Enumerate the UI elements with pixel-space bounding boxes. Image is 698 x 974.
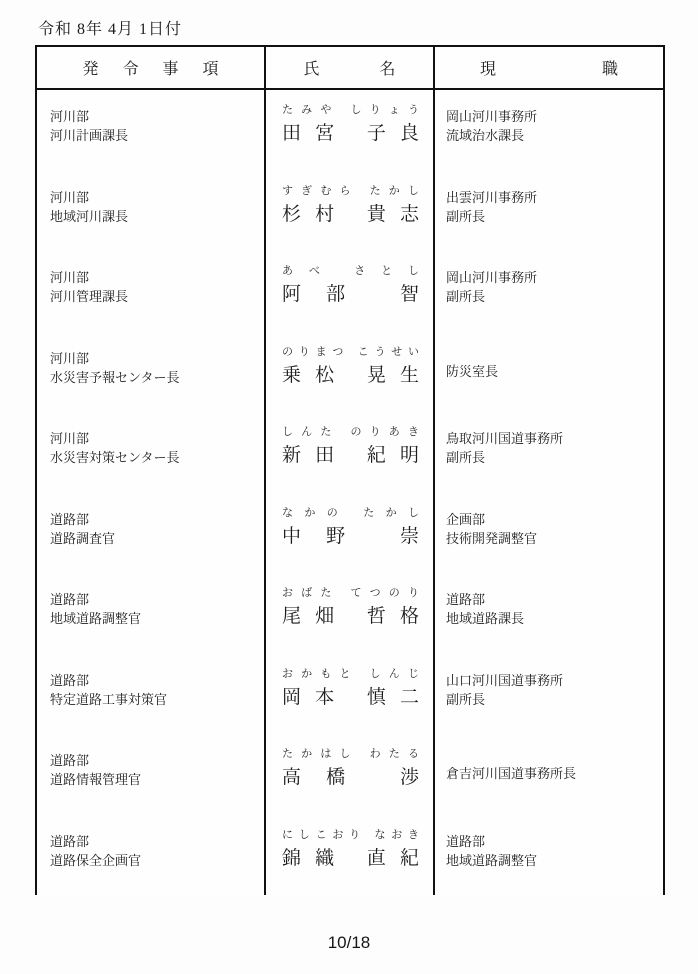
- appointment-line: 水災害予報センター長: [50, 369, 180, 385]
- name-cell: [266, 734, 435, 815]
- table-row: [37, 815, 663, 896]
- appointment-line: 道路部: [50, 672, 90, 688]
- appointment-cell: [37, 90, 266, 171]
- appointment-cell: [37, 654, 266, 735]
- appointment-cell: [37, 171, 266, 252]
- current-position-line: 地域道路調整官: [446, 852, 538, 868]
- current-position-line: 道路部: [446, 833, 486, 849]
- current-position-cell: [435, 734, 663, 815]
- appointment-line: 河川部: [50, 270, 90, 285]
- table-row: [37, 412, 663, 493]
- name-kanji: 尾 畑 哲 格: [282, 606, 419, 627]
- current-position-cell: [435, 171, 663, 252]
- table-row: [37, 251, 663, 332]
- appointment-line: 水災害対策センター長: [50, 450, 180, 465]
- appointment-line: 河川部: [50, 189, 90, 205]
- current-position-cell: [435, 251, 663, 332]
- table-row: [37, 654, 663, 735]
- current-position-cell: [435, 493, 663, 574]
- name-kanji: 乗 松 晃 生: [282, 364, 419, 386]
- current-position-cell: [435, 654, 663, 735]
- name-cell: [266, 171, 435, 252]
- name-furigana: お ば た て つ の り: [282, 587, 419, 599]
- current-position-line: 道路部: [446, 592, 486, 607]
- name-furigana: に し こ お り な お き: [282, 828, 419, 841]
- header-name-label: 氏 名: [303, 61, 396, 78]
- name-furigana: な か の た か し: [282, 506, 419, 519]
- table-row: [37, 90, 663, 171]
- personnel-table: [35, 45, 665, 895]
- table-row: [37, 573, 663, 654]
- current-position-line: 流域治水課長: [446, 128, 525, 143]
- appointment-line: 道路部: [50, 833, 90, 849]
- appointment-cell: [37, 815, 266, 896]
- appointment-cell: [37, 412, 266, 493]
- current-position-line: 山口河川国道事務所: [446, 672, 564, 688]
- current-position-cell: [435, 90, 663, 171]
- appointment-line: 河川部: [50, 350, 90, 366]
- name-furigana: の り ま つ こ う せ い: [282, 345, 419, 358]
- appointment-line: 特定道路工事対策官: [50, 691, 168, 707]
- name-kanji: 杉 村 貴 志: [282, 203, 419, 225]
- current-position-line: 副所長: [446, 289, 486, 304]
- appointment-line: 河川計画課長: [50, 128, 129, 143]
- name-furigana: た か は し わ た る: [282, 748, 419, 760]
- current-position-line: 岡山河川事務所: [446, 270, 538, 285]
- name-kanji: 岡 本 慎 二: [282, 686, 419, 708]
- current-position-cell: [435, 573, 663, 654]
- name-kanji: 新 田 紀 明: [282, 445, 419, 466]
- current-position-line: 地域道路課長: [446, 611, 525, 626]
- name-kanji: 阿 部 智: [282, 284, 419, 305]
- appointment-line: 道路部: [50, 592, 90, 607]
- name-furigana: た み や し り ょ う: [282, 104, 419, 116]
- header-current-position-label: 現 職: [480, 61, 618, 78]
- current-position-line: 鳥取河川国道事務所: [446, 431, 564, 446]
- appointment-cell: [37, 251, 266, 332]
- name-cell: [266, 815, 435, 896]
- page-number: 10/18: [327, 933, 371, 952]
- name-cell: [266, 90, 435, 171]
- current-position-cell: [435, 815, 663, 896]
- header-appointment: [37, 47, 266, 88]
- effective-date-label: 令和 8年 4月 1日付: [38, 21, 183, 38]
- appointment-cell: [37, 332, 266, 413]
- appointment-line: 地域道路調整官: [50, 611, 142, 626]
- table-row: [37, 734, 663, 815]
- appointment-line: 河川部: [50, 431, 90, 446]
- current-position-line: 防災室長: [446, 363, 499, 379]
- name-kanji: 田 宮 子 良: [282, 123, 419, 144]
- name-cell: [266, 412, 435, 493]
- name-furigana: し ん た の り あ き: [282, 426, 419, 438]
- current-position-cell: [435, 412, 663, 493]
- current-position-line: 倉吉河川国道事務所長: [446, 766, 577, 781]
- current-position-cell: [435, 332, 663, 413]
- current-position-line: 出雲河川事務所: [446, 189, 538, 205]
- current-position-line: 企画部: [446, 511, 486, 527]
- table-row: [37, 493, 663, 574]
- table-row: [37, 171, 663, 252]
- appointment-line: 河川管理課長: [50, 289, 129, 304]
- header-name: [266, 47, 435, 88]
- header-current-position: [435, 47, 663, 88]
- name-kanji: 錦 織 直 紀: [282, 847, 419, 869]
- appointment-line: 道路調査官: [50, 530, 116, 546]
- name-furigana: お か も と し ん じ: [282, 667, 419, 680]
- appointment-cell: [37, 573, 266, 654]
- table-body: [37, 90, 663, 895]
- appointment-line: 道路保全企画官: [50, 852, 142, 868]
- name-cell: [266, 251, 435, 332]
- current-position-line: 副所長: [446, 208, 486, 224]
- current-position-line: 副所長: [446, 691, 486, 707]
- name-furigana: す ぎ む ら た か し: [282, 184, 419, 197]
- name-furigana: あ べ さ と し: [282, 265, 419, 277]
- appointment-line: 道路情報管理官: [50, 772, 142, 787]
- appointment-cell: [37, 493, 266, 574]
- appointment-line: 地域河川課長: [50, 208, 129, 224]
- name-kanji: 中 野 崇: [282, 525, 419, 547]
- name-cell: [266, 654, 435, 735]
- current-position-line: 岡山河川事務所: [446, 109, 538, 124]
- name-kanji: 高 橋 渉: [282, 767, 419, 788]
- current-position-line: 副所長: [446, 450, 486, 465]
- header-appointment-label: 発 令 事 項: [82, 61, 219, 78]
- current-position-line: 技術開発調整官: [446, 530, 538, 546]
- appointment-line: 道路部: [50, 753, 90, 768]
- table-header-row: [37, 47, 663, 90]
- appointment-cell: [37, 734, 266, 815]
- name-cell: [266, 493, 435, 574]
- name-cell: [266, 573, 435, 654]
- appointment-line: 道路部: [50, 511, 90, 527]
- name-cell: [266, 332, 435, 413]
- appointment-line: 河川部: [50, 109, 90, 124]
- table-row: [37, 332, 663, 413]
